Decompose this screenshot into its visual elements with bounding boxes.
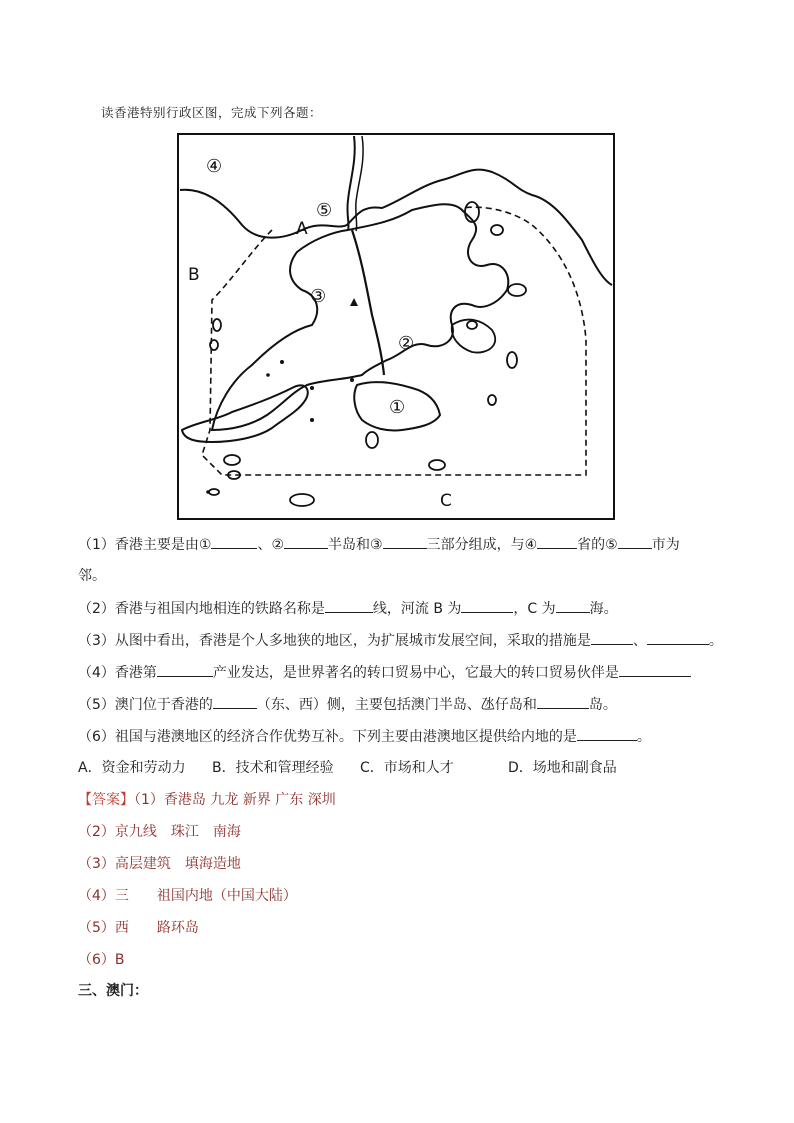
answer-6 — [78, 950, 125, 970]
answer-tag: 【答案】 — [78, 792, 134, 808]
q5-text-1: （5）澳门位于香港的 — [78, 697, 213, 713]
label-3: ③ — [310, 286, 327, 307]
q1-text-6: 市为 — [651, 537, 680, 553]
answer-5-item: （5）西 — [78, 920, 129, 936]
choice-b: B．技术和管理经验 — [212, 760, 334, 776]
answer-1-item: 九龙 — [210, 792, 239, 808]
question-3 — [78, 630, 723, 651]
q4-blank-1 — [157, 662, 213, 677]
q3-blank-1 — [591, 630, 633, 645]
label-2: ② — [398, 333, 415, 354]
map-border — [178, 134, 614, 519]
q5-blank-1 — [213, 694, 257, 709]
answer-1-item: 新界 — [242, 792, 271, 808]
intro-text: 读香港特别行政区图，完成下列各题： — [101, 105, 323, 120]
answer-1-item: 深圳 — [307, 792, 336, 808]
question-5 — [78, 694, 617, 715]
choice-a: A．资金和劳动力 — [78, 760, 186, 776]
choices — [78, 758, 617, 778]
islet — [310, 386, 314, 390]
question-1-line-2: 邻。 — [78, 568, 106, 584]
answer-5-item: 路环岛 — [156, 920, 199, 936]
q3-text-3: 。 — [708, 633, 723, 649]
q3-blank-2 — [647, 630, 709, 645]
label-4: ④ — [206, 156, 223, 177]
label-a: A — [296, 219, 308, 239]
choice-d: D．场地和副食品 — [508, 760, 617, 776]
answer-3-item: 填海造地 — [184, 856, 241, 872]
answer-4 — [78, 886, 297, 906]
hong-kong-map — [172, 130, 620, 525]
q3-text-2: 、 — [632, 633, 647, 649]
question-4 — [78, 662, 691, 683]
islet — [206, 490, 210, 494]
q2-blank-2 — [461, 598, 513, 613]
q5-text-3: 岛。 — [588, 697, 617, 713]
q1-text-5: 省的⑤ — [577, 537, 618, 553]
q1-blank-2 — [284, 534, 328, 549]
answer-2-item: （2）京九线 — [78, 824, 157, 840]
islet — [310, 418, 314, 422]
label-c: C — [440, 491, 452, 511]
q5-text-2: （东、西）侧，主要包括澳门半岛、氹仔岛和 — [256, 697, 537, 713]
q2-text-4: 海。 — [589, 601, 618, 617]
q1-text-2: 、② — [257, 537, 285, 553]
q2-text-2: 线，河流 B 为 — [372, 601, 462, 617]
answer-1-item: 广东 — [275, 792, 304, 808]
q1-text-3: 半岛和③ — [328, 537, 383, 553]
q4-text-2: 产业发达，是世界著名的转口贸易中心，它最大的转口贸易伙伴是 — [212, 665, 619, 681]
q1-blank-1 — [211, 534, 257, 549]
label-b: B — [188, 265, 200, 285]
answer-5 — [78, 918, 199, 938]
q2-text-1: （2）香港与祖国内地相连的铁路名称是 — [78, 601, 325, 617]
answer-2-item: 南海 — [212, 824, 241, 840]
label-1: ① — [389, 397, 406, 418]
q3-text-1: （3）从图中看出，香港是个人多地狭的地区，为扩展城市发展空间，采取的措施是 — [78, 633, 591, 649]
q2-blank-1 — [325, 598, 373, 613]
section-heading: 三、澳门： — [78, 983, 148, 999]
answer-6-item: （6）B — [78, 952, 125, 968]
q4-blank-2 — [619, 662, 691, 677]
q1-blank-3 — [383, 534, 427, 549]
q6-text-2: 。 — [636, 729, 651, 745]
answer-4-item: （4）三 — [78, 888, 129, 904]
answer-2-item: 珠江 — [170, 824, 199, 840]
islet — [350, 378, 354, 382]
q2-blank-3 — [556, 598, 590, 613]
question-2 — [78, 598, 618, 619]
answer-3-item: （3）高层建筑 — [78, 856, 171, 872]
islet — [280, 360, 284, 364]
question-1 — [78, 534, 680, 555]
q5-blank-2 — [537, 694, 589, 709]
label-5: ⑤ — [316, 200, 333, 221]
answer-4-item: 祖国内地（中国大陆） — [156, 888, 297, 904]
answer-2 — [78, 822, 241, 842]
q1-text-1: （1）香港主要是由① — [78, 537, 212, 553]
answer-1-item: （1）香港岛 — [134, 792, 206, 808]
islet — [266, 373, 270, 377]
q1-blank-5 — [618, 534, 652, 549]
q2-text-3: ，C 为 — [513, 601, 556, 617]
q4-text-1: （4）香港第 — [78, 665, 157, 681]
q6-blank-1 — [577, 726, 637, 741]
q1-text-4: 三部分组成，与④ — [426, 537, 538, 553]
answer-1 — [78, 790, 336, 810]
choice-c: C．市场和人才 — [360, 760, 454, 776]
question-6 — [78, 726, 651, 747]
q1-blank-4 — [537, 534, 577, 549]
answer-3 — [78, 854, 241, 874]
q6-text-1: （6）祖国与港澳地区的经济合作优势互补。下列主要由港澳地区提供给内地的是 — [78, 729, 577, 745]
